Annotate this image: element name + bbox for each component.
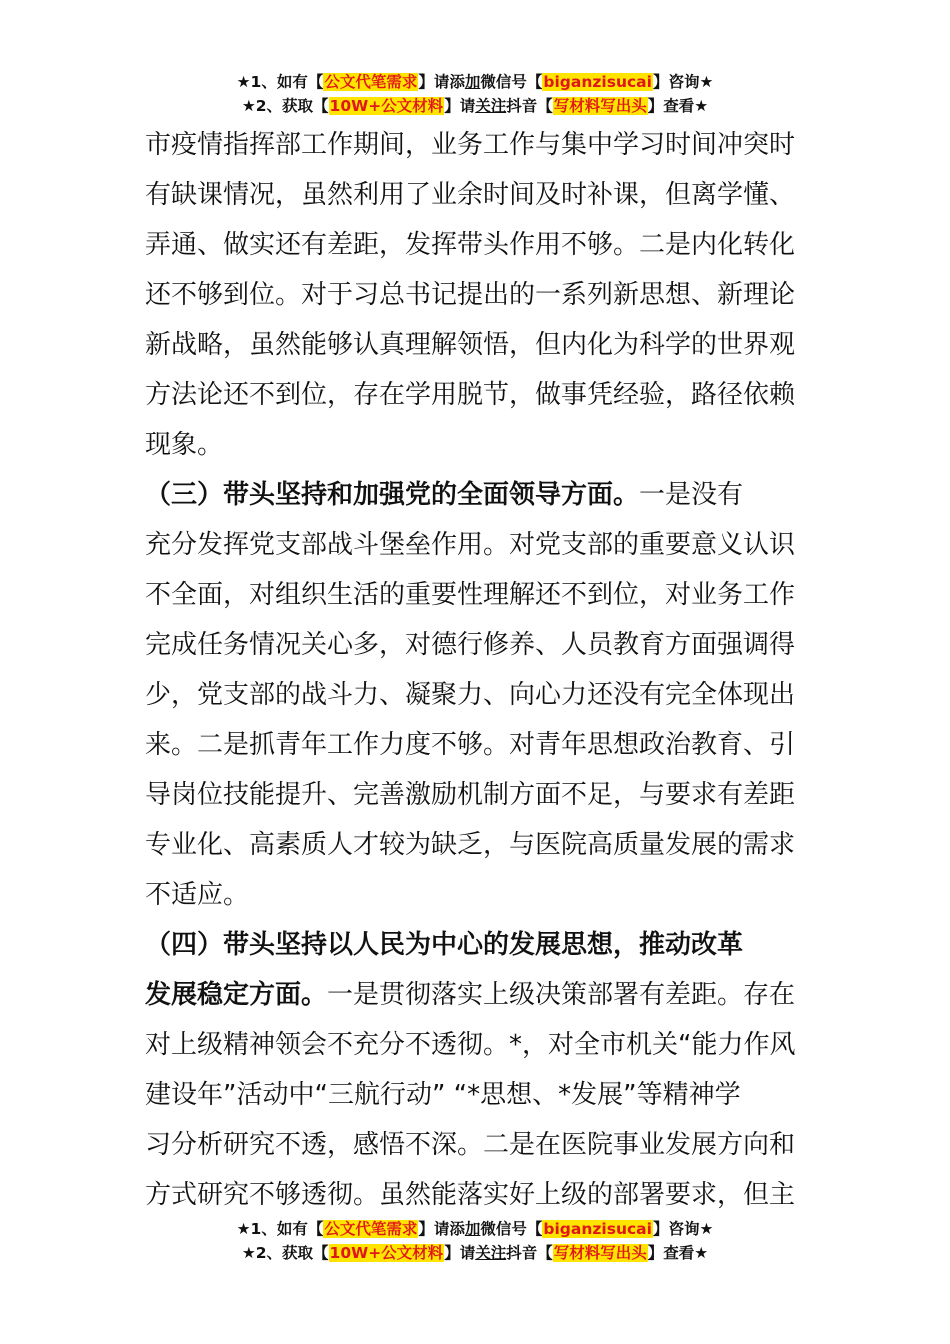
text-line: 新战略，虽然能够认真理解领悟，但内化为科学的世界观 — [145, 330, 796, 360]
section-four-heading-end: 发展稳定方面。 — [145, 980, 328, 1010]
highlight-wechat-id: biganzisucai — [543, 73, 652, 91]
text-line: 现象。 — [145, 430, 224, 460]
text-line: 市疫情指挥部工作期间，业务工作与集中学习时间冲突时 — [145, 130, 796, 160]
banner-line-1 — [0, 1217, 950, 1241]
highlight-douyin-account: 写材料写出头 — [553, 1244, 647, 1262]
highlight-douyin-account: 写材料写出头 — [553, 97, 647, 115]
highlight-service: 公文代笔需求 — [324, 1220, 418, 1238]
text-line: 导岗位技能提升、完善激励机制方面不足，与要求有差距 — [145, 780, 796, 810]
banner-text: ★1、如有【 — [236, 73, 324, 91]
banner-text: 抖音【 — [506, 97, 553, 115]
text-line: 少，党支部的战斗力、凝聚力、向心力还没有完全体现出 — [145, 680, 796, 710]
text-line: 来。二是抓青年工作力度不够。对青年思想政治教育、引 — [145, 730, 796, 760]
banner-underlined-text: 加 — [464, 73, 481, 91]
text-line: 充分发挥党支部战斗堡垒作用。对党支部的重要意义认识 — [145, 530, 796, 560]
banner-text: 】请 — [444, 1244, 476, 1262]
text-line: 还不够到位。对于习总书记提出的一系列新思想、新理论 — [145, 280, 796, 310]
section-three-heading: （三）带头坚持和加强党的全面领导方面。 — [145, 480, 640, 510]
text-line: 不适应。 — [145, 880, 250, 910]
banner-line-2 — [0, 1241, 950, 1265]
banner-text: 】查看★ — [647, 1244, 709, 1262]
text-line: 弄通、做实还有差距，发挥带头作用不够。二是内化转化 — [145, 230, 796, 260]
text-line: 专业化、高素质人才较为缺乏，与医院高质量发展的需求 — [145, 830, 796, 860]
section-four-heading: （四）带头坚持以人民为中心的发展思想，推动改革 — [145, 930, 744, 960]
banner-text: 微信号【 — [480, 1220, 543, 1238]
banner-text: 】请添 — [418, 73, 465, 91]
text-line: 有缺课情况，虽然利用了业余时间及时补课，但离学懂、 — [145, 180, 796, 210]
highlight-materials: 10W+公文材料 — [329, 1244, 444, 1262]
banner-text: 】请添 — [418, 1220, 465, 1238]
highlight-service: 公文代笔需求 — [324, 73, 418, 91]
section-four-line — [145, 970, 807, 1020]
banner-text: 】咨询★ — [652, 1220, 714, 1238]
banner-underlined-text: 关注 — [475, 1244, 507, 1262]
header-banner — [0, 70, 950, 118]
text-line: 完成任务情况关心多，对德行修养、人员教育方面强调得 — [145, 630, 796, 660]
banner-text: ★2、获取【 — [241, 1244, 329, 1262]
highlight-wechat-id: biganzisucai — [543, 1220, 652, 1238]
footer-banner — [0, 1217, 950, 1265]
text-line: 方式研究不够透彻。虽然能落实好上级的部署要求，但主 — [145, 1180, 796, 1210]
banner-underlined-text: 关注 — [475, 97, 507, 115]
banner-text: 微信号【 — [480, 73, 543, 91]
banner-text: ★2、获取【 — [241, 97, 329, 115]
banner-text: ★1、如有【 — [236, 1220, 324, 1238]
banner-text: 】咨询★ — [652, 73, 714, 91]
highlight-materials: 10W+公文材料 — [329, 97, 444, 115]
banner-text: 】查看★ — [647, 97, 709, 115]
banner-underlined-text: 加 — [464, 1220, 481, 1238]
text-line: 不全面，对组织生活的重要性理解还不到位，对业务工作 — [145, 580, 796, 610]
text-line: 方法论还不到位，存在学用脱节，做事凭经验，路径依赖 — [145, 380, 796, 410]
banner-text: 】请 — [444, 97, 476, 115]
text-line: 对上级精神领会不充分不透彻。*，对全市机关“能力作风 — [145, 1030, 796, 1060]
section-three-line — [145, 470, 807, 520]
text-line: 建设年”活动中“三航行动” “*思想、*发展”等精神学 — [145, 1080, 741, 1110]
banner-line-1 — [0, 70, 950, 94]
banner-line-2 — [0, 94, 950, 118]
text-fragment: 一是没有 — [639, 480, 744, 510]
banner-text: 抖音【 — [506, 1244, 553, 1262]
text-line: 习分析研究不透，感悟不深。二是在医院事业发展方向和 — [145, 1130, 796, 1160]
text-fragment: 一是贯彻落实上级决策部署有差距。存在 — [327, 980, 796, 1010]
document-body — [145, 120, 807, 1220]
